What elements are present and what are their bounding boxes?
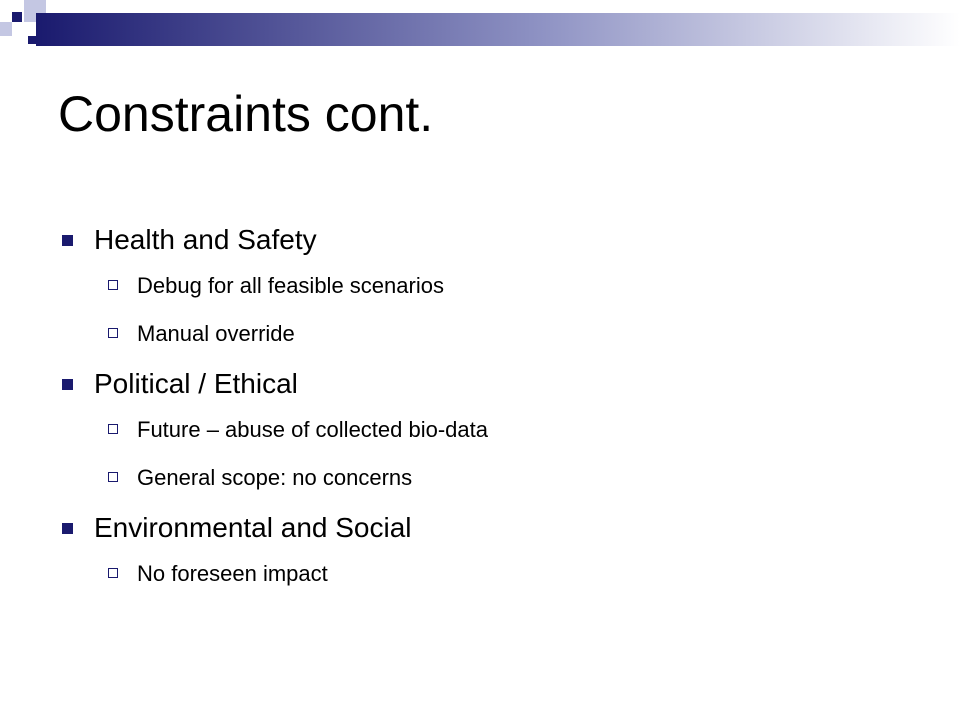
- bullet-list: [60, 218, 920, 602]
- decor-square: [12, 12, 22, 22]
- item-text: Debug for all feasible scenarios: [137, 273, 444, 298]
- sub-list: [60, 550, 920, 598]
- slide-title: Constraints cont.: [58, 86, 434, 142]
- sub-list: [60, 262, 920, 358]
- list-item: [60, 310, 920, 358]
- list-item: [60, 406, 920, 454]
- hollow-square-bullet-icon: [108, 280, 118, 290]
- square-bullet-icon: [62, 379, 73, 390]
- list-item: [60, 262, 920, 310]
- decor-square: [28, 36, 36, 44]
- header-gradient-bar: [36, 13, 960, 46]
- hollow-square-bullet-icon: [108, 424, 118, 434]
- sub-list: [60, 406, 920, 502]
- list-item: [60, 362, 920, 406]
- section-label: Environmental and Social: [94, 512, 412, 543]
- hollow-square-bullet-icon: [108, 472, 118, 482]
- section-label: Political / Ethical: [94, 368, 298, 399]
- square-bullet-icon: [62, 523, 73, 534]
- decor-square: [0, 22, 12, 36]
- item-text: General scope: no concerns: [137, 465, 413, 490]
- hollow-square-bullet-icon: [108, 568, 118, 578]
- list-item: [60, 454, 920, 502]
- square-bullet-icon: [62, 235, 73, 246]
- list-item: [60, 218, 920, 262]
- list-item: [60, 550, 920, 598]
- section-label: Health and Safety: [94, 224, 317, 255]
- hollow-square-bullet-icon: [108, 328, 118, 338]
- item-text: No foreseen impact: [137, 561, 328, 586]
- item-text: Future – abuse of collected bio-data: [137, 417, 489, 442]
- list-item: [60, 506, 920, 550]
- item-text: Manual override: [137, 321, 295, 346]
